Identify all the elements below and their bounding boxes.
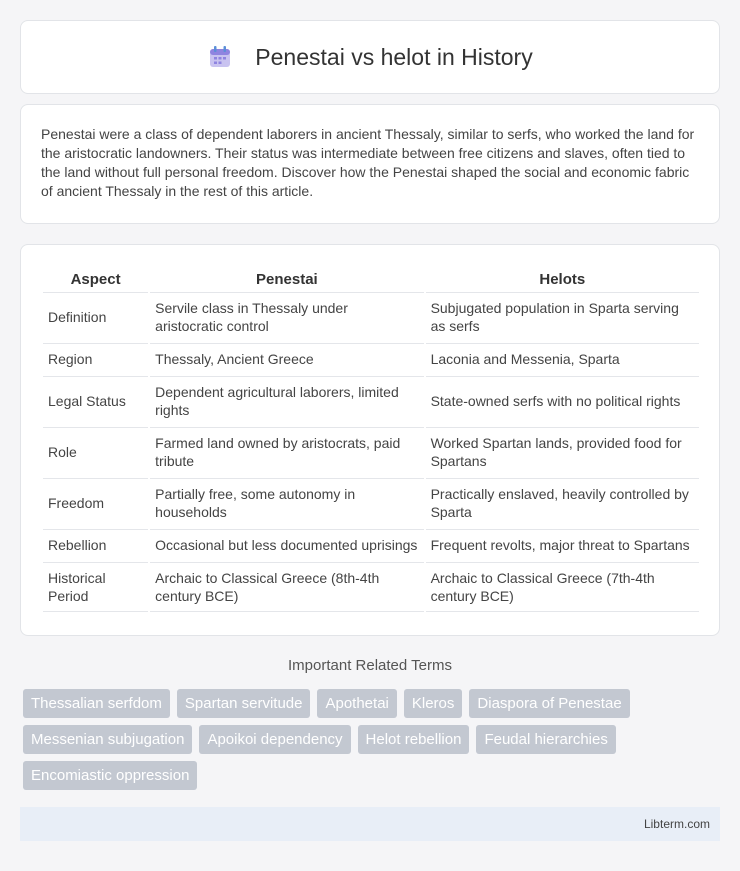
row-aspect: Role: [43, 427, 148, 476]
footer: [20, 807, 720, 841]
row-penestai: Occasional but less documented uprisings: [150, 529, 423, 560]
related-term-tag[interactable]: Thessalian serfdom: [23, 689, 170, 718]
table-row: [43, 478, 699, 527]
row-aspect: Legal Status: [43, 376, 148, 425]
table-row: [43, 376, 699, 425]
related-term-tag[interactable]: Messenian subjugation: [23, 725, 192, 754]
related-term-tag[interactable]: Helot rebellion: [358, 725, 470, 754]
row-penestai: Dependent agricultural laborers, limited rights: [150, 376, 423, 425]
related-term-tag[interactable]: Diaspora of Penestae: [469, 689, 629, 718]
row-helots: Practically enslaved, heavily controlled by Sparta: [426, 478, 699, 527]
header-helots: Helots: [539, 271, 586, 288]
header-aspect: Aspect: [70, 271, 121, 288]
comparison-card: [20, 244, 720, 636]
related-term-tag[interactable]: Feudal hierarchies: [476, 725, 615, 754]
page-title: Penestai vs helot in History: [255, 43, 533, 70]
related-term-tag[interactable]: Apothetai: [317, 689, 396, 718]
row-helots: Archaic to Classical Greece (7th-4th century BCE): [426, 562, 699, 612]
related-term-tag[interactable]: Apoikoi dependency: [199, 725, 350, 754]
row-aspect: Freedom: [43, 478, 148, 527]
related-term-tag[interactable]: Kleros: [404, 689, 463, 718]
row-aspect: Definition: [43, 292, 148, 341]
table-row: [43, 529, 699, 560]
related-terms-title: Important Related Terms: [288, 657, 452, 674]
header-card: [20, 20, 720, 94]
row-penestai: Servile class in Thessaly under aristocratic control: [150, 292, 423, 341]
related-term-tag[interactable]: Encomiastic oppression: [23, 761, 197, 790]
row-aspect: Region: [43, 343, 148, 374]
row-helots: Frequent revolts, major threat to Spartans: [426, 529, 699, 560]
row-helots: State-owned serfs with no political rights: [426, 376, 699, 425]
calendar-icon: [207, 44, 233, 70]
intro-text: Penestai were a class of dependent laborers in ancient Thessaly, similar to serfs, who worked the land for the aristocratic landowners. Their status was intermediate between free citizens and slaves, often tied to the land without full personal freedom. Discover how the Penestai shaped the social and economic fabric of ancient Thessaly in the rest of this article.: [41, 126, 695, 199]
row-penestai: Farmed land owned by aristocrats, paid tribute: [150, 427, 423, 476]
table-row: [43, 562, 699, 612]
row-aspect: Rebellion: [43, 529, 148, 560]
table-row: [43, 427, 699, 476]
row-penestai: Partially free, some autonomy in households: [150, 478, 423, 527]
table-row: [43, 292, 699, 341]
table-header-row: [43, 267, 699, 290]
intro-card: [20, 104, 720, 224]
related-terms-list: [23, 689, 723, 797]
row-aspect: Historical Period: [43, 562, 148, 612]
footer-site-link[interactable]: Libterm.com: [643, 817, 710, 831]
row-penestai: Thessaly, Ancient Greece: [150, 343, 423, 374]
row-helots: Laconia and Messenia, Sparta: [426, 343, 699, 374]
header-penestai: Penestai: [256, 271, 318, 288]
table-row: [43, 343, 699, 374]
related-term-tag[interactable]: Spartan servitude: [177, 689, 311, 718]
row-helots: Subjugated population in Sparta serving as serfs: [426, 292, 699, 341]
comparison-table: [41, 265, 701, 614]
row-penestai: Archaic to Classical Greece (8th-4th century BCE): [150, 562, 423, 612]
row-helots: Worked Spartan lands, provided food for Spartans: [426, 427, 699, 476]
